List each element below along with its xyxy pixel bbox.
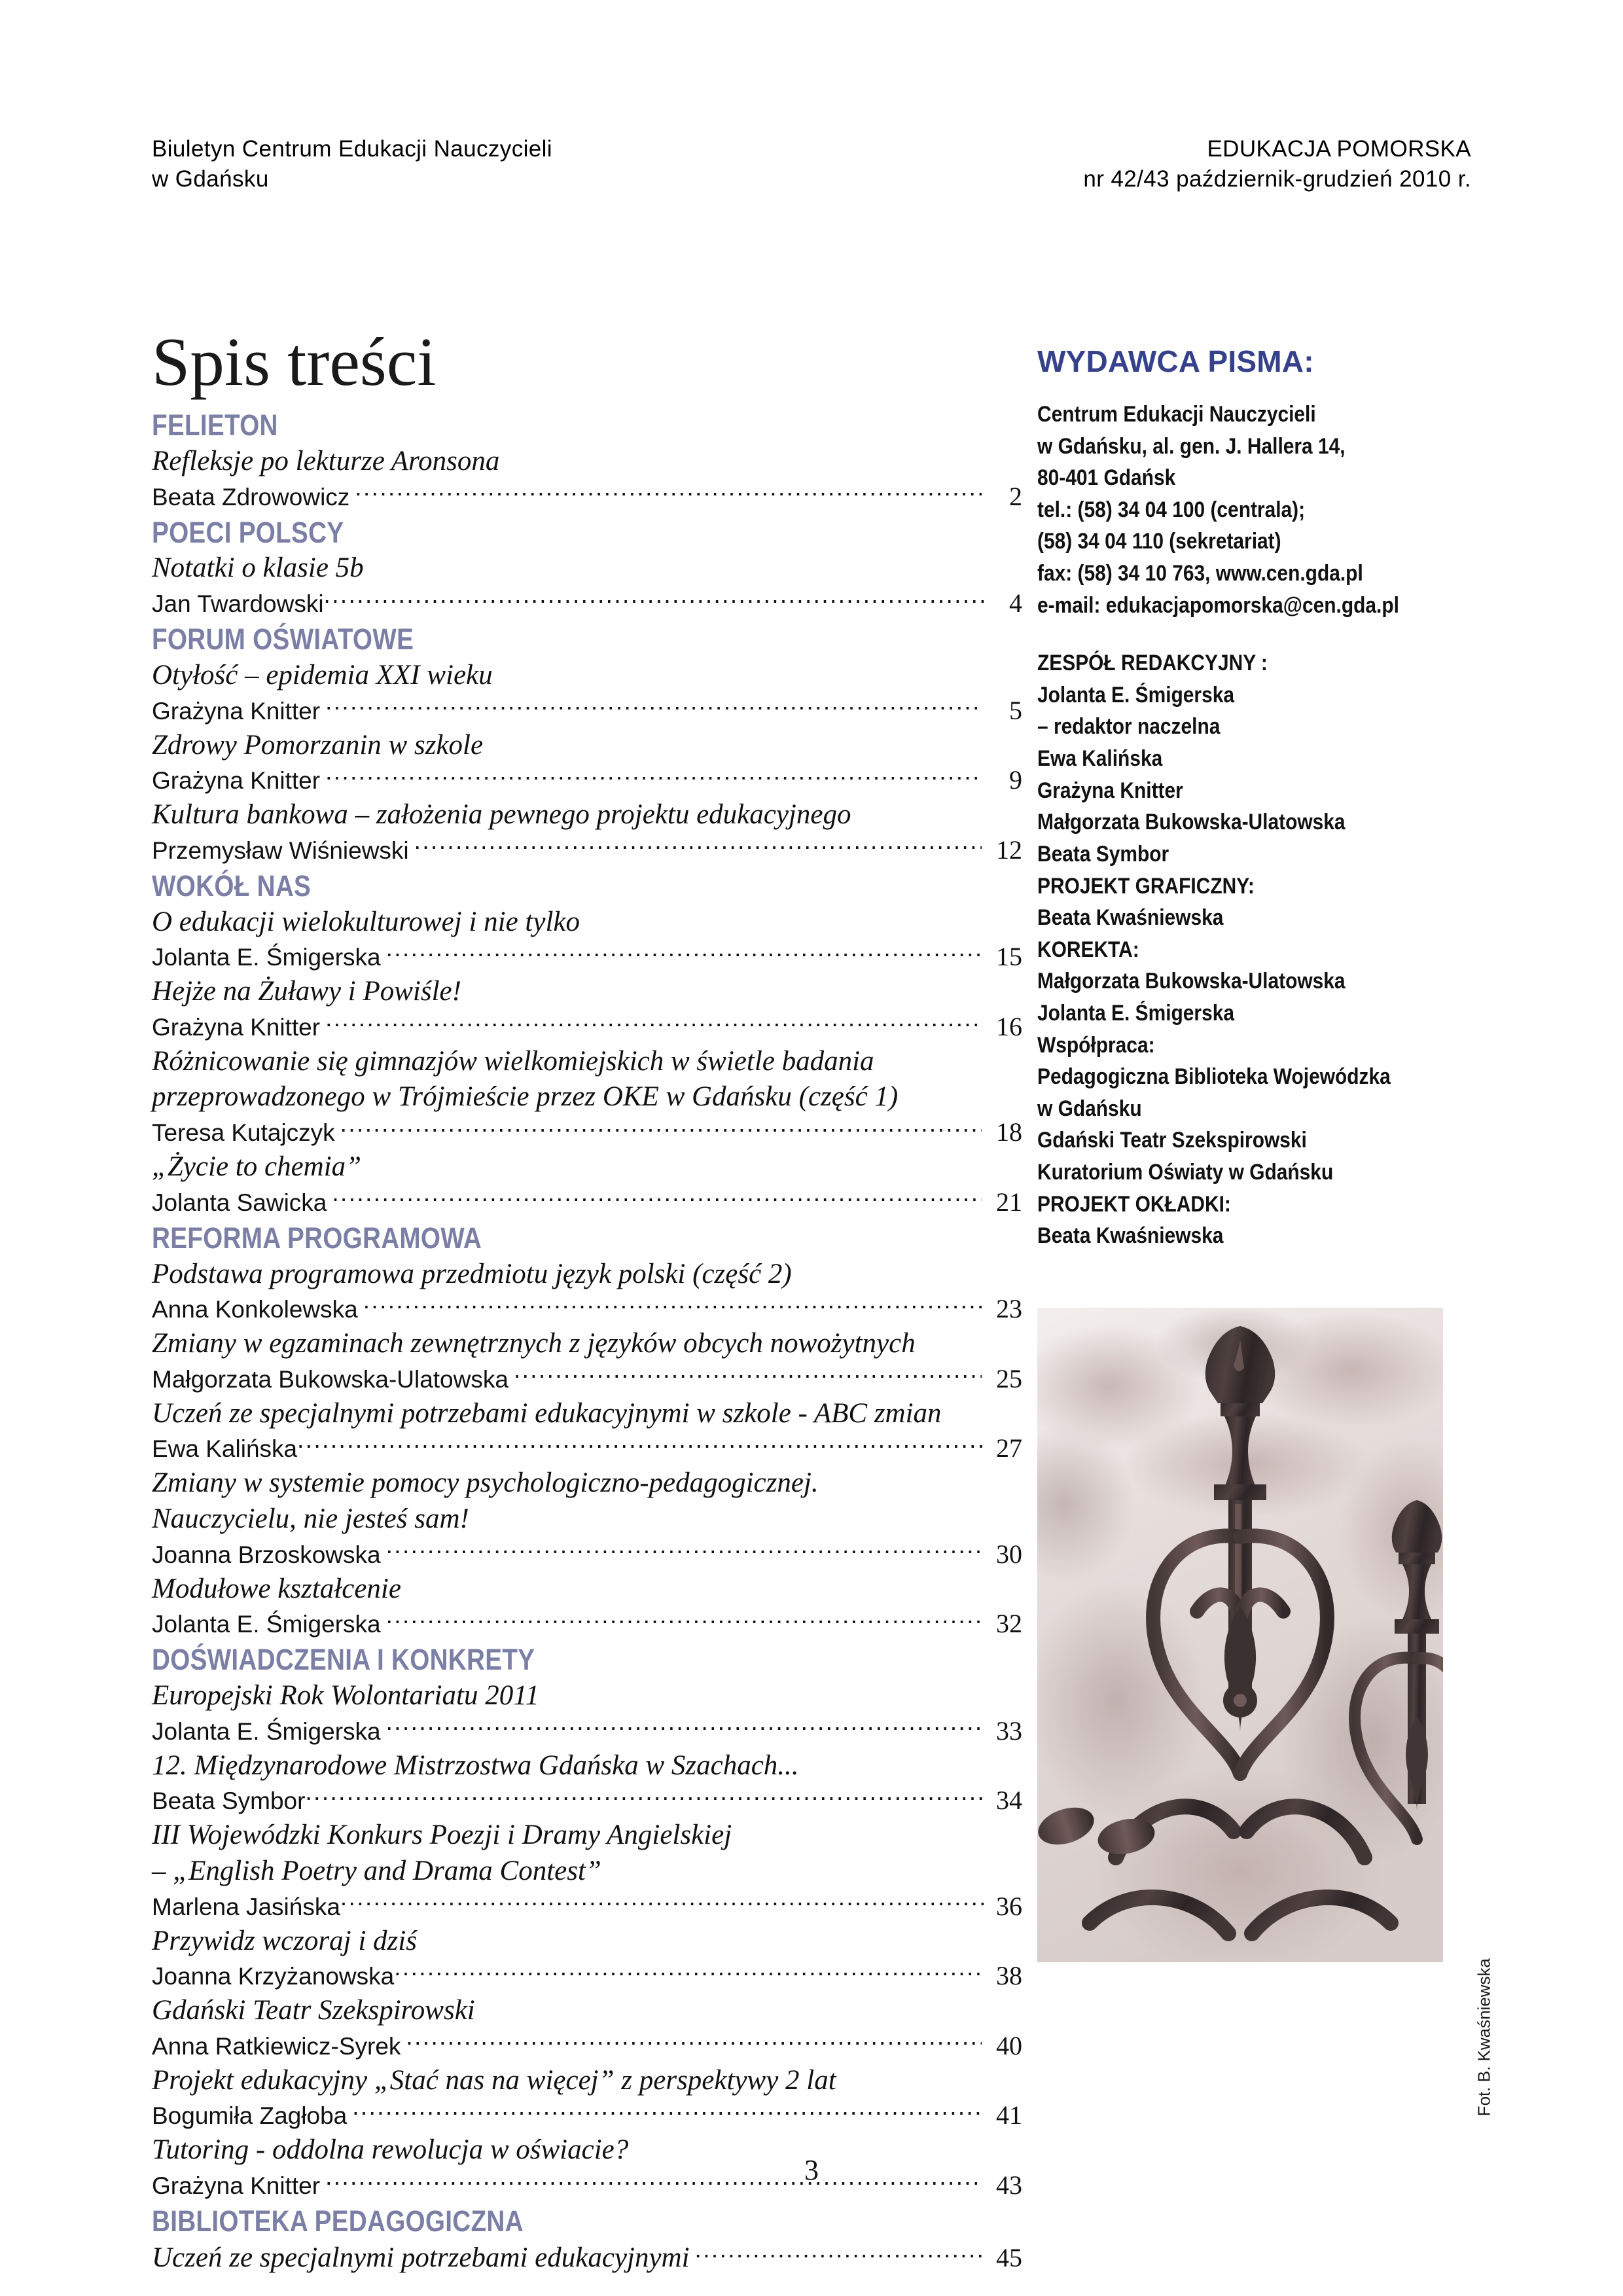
toc-entry-line: [152, 1115, 1022, 1149]
editorial-credits-block: [1037, 647, 1469, 1252]
masthead-info: [1037, 344, 1469, 1252]
toc-entry-title: Europejski Rok Wolontariatu 2011: [152, 1680, 540, 1712]
toc-entry-author: Anna Ratkiewicz-Syrek: [152, 2032, 401, 2060]
toc-entry[interactable]: [152, 1993, 1022, 2063]
toc-entry-author: Jan Twardowski: [152, 590, 324, 617]
dot-leader: [363, 1293, 982, 1318]
dot-leader: [324, 588, 984, 612]
toc-entry-line: [152, 1714, 1022, 1748]
publisher-address-line: (58) 34 04 110 (sekretariat): [1037, 529, 1281, 554]
toc-entry-page-number: 30: [996, 1539, 1022, 1569]
editorial-credit-line: Beata Kwaśniewska: [1037, 905, 1224, 931]
toc-entry-line: [152, 2240, 1022, 2276]
toc-entry-line: [152, 763, 1022, 797]
editorial-credit-line: – redaktor naczelna: [1037, 714, 1221, 740]
toc-entry-title-line2: przeprowadzonego w Trójmieście przez OKE w Gdańsku (część 1): [152, 1081, 899, 1113]
toc-entry[interactable]: [152, 797, 1022, 867]
toc-entry-author: Jolanta Sawicka: [152, 1189, 327, 1216]
toc-entry-line: [152, 1362, 1022, 1396]
editorial-credit-line: Ewa Kalińska: [1037, 746, 1163, 772]
editorial-credit-line: PROJEKT GRAFICZNY:: [1037, 873, 1255, 899]
editorial-credit-line: KOREKTA:: [1037, 937, 1139, 962]
page-number: 3: [804, 2154, 819, 2186]
toc-entry-title: III Wojewódzki Konkurs Poezji i Dramy Angielskiej: [152, 1820, 732, 1851]
info-spacer: [1037, 621, 1469, 647]
toc-entry-page-number: 34: [996, 1785, 1022, 1816]
running-head-right: [1083, 134, 1471, 194]
dot-leader: [386, 941, 982, 965]
publisher-address-line: Centrum Edukacji Nauczycieli: [1037, 402, 1316, 427]
toc-entry-author: Jolanta E. Śmigerska: [152, 944, 381, 971]
toc-entry-title: Zmiany w systemie pomocy psychologiczno-pedagogicznej.: [152, 1467, 819, 1499]
toc-entry-page-number: 41: [996, 2100, 1022, 2130]
toc-entry-title: „Życie to chemia”: [152, 1151, 362, 1183]
toc-section-list: [152, 408, 1022, 2276]
toc-entry-page-number: 27: [996, 1433, 1022, 1463]
toc-entry-page-number: 16: [996, 1011, 1022, 1041]
dot-leader: [386, 1539, 982, 1563]
editorial-credit-line: Małgorzata Bukowska-Ulatowska: [1037, 810, 1346, 835]
toc-entry-page-number: 45: [996, 2242, 1022, 2272]
toc-section-heading: DOŚWIADCZENIA I KONKRETY: [152, 1643, 535, 1677]
toc-entry-author: Beata Symbor: [152, 1787, 306, 1815]
toc-entry-line: [152, 833, 1022, 867]
dot-leader: [325, 1011, 982, 1035]
toc-entry-page-number: 43: [996, 2170, 1022, 2200]
toc-entry-line: [152, 940, 1022, 974]
toc-entry-author: Grażyna Knitter: [152, 697, 321, 725]
toc-entry-title: Podstawa programowa przedmiotu język polski (część 2): [152, 1258, 792, 1289]
dot-leader: [514, 1363, 982, 1388]
toc-entry-title: Kultura bankowa – założenia pewnego projektu edukacyjnego: [152, 799, 851, 831]
toc-entry[interactable]: [152, 905, 1022, 975]
toc-entry-author: Przemysław Wiśniewski: [152, 836, 409, 864]
wrought-iron-gate-photo: [1037, 1308, 1443, 1962]
toc-entry-line: [152, 1607, 1022, 1641]
publisher-address-line: fax: (58) 34 10 763, www.cen.gda.pl: [1037, 561, 1363, 586]
publisher-address-line: tel.: (58) 34 04 100 (centrala);: [1037, 497, 1306, 522]
toc-entry-title: Modułowe kształcenie: [152, 1573, 401, 1604]
toc-entry-page-number: 9: [1009, 765, 1022, 795]
toc-entry[interactable]: [152, 444, 1022, 514]
toc-section-heading: WOKÓŁ NAS: [152, 869, 312, 903]
dot-leader: [297, 1433, 984, 1457]
toc-entry-page-number: 25: [996, 1363, 1022, 1393]
toc-entry-author: Uczeń ze specjalnymi potrzebami edukacyjnymi: [152, 2242, 690, 2273]
toc-entry-page-number: 4: [1009, 588, 1022, 618]
running-head-left-line2: w Gdańsku: [152, 166, 269, 192]
toc-entry-page-number: 12: [996, 834, 1022, 865]
toc-entry-line: [152, 1185, 1022, 1219]
toc-entry-author: Marlena Jasińska: [152, 1893, 340, 1920]
dot-leader: [355, 481, 982, 505]
toc-section-heading: FELIETON: [152, 408, 278, 442]
toc-entry-title: Projekt edukacyjny „Stać nas na więcej” z perspektywy 2 lat: [152, 2064, 836, 2096]
toc-entry-line: [152, 480, 1022, 514]
toc-entry-line: [152, 2098, 1022, 2132]
toc-entry-line: [152, 694, 1022, 728]
toc-entry[interactable]: [152, 658, 1022, 728]
toc-entry-line: [152, 1431, 1022, 1465]
toc-entry-page-number: 23: [996, 1294, 1022, 1324]
toc-entry[interactable]: [152, 1044, 1022, 1149]
dot-leader: [386, 1608, 982, 1632]
toc-entry-line: [152, 586, 1022, 620]
dot-leader: [695, 2242, 982, 2267]
toc-entry-page-number: 33: [996, 1715, 1022, 1746]
toc-entry[interactable]: [152, 1924, 1022, 1994]
toc-entry[interactable]: [152, 2063, 1022, 2133]
publisher-heading: WYDAWCA PISMA:: [1037, 344, 1314, 378]
toc-entry-page-number: 32: [996, 1609, 1022, 1639]
toc-entry[interactable]: [152, 728, 1022, 798]
toc-entry-author: Ewa Kalińska: [152, 1435, 298, 1463]
toc-entry[interactable]: [152, 1149, 1022, 1219]
publisher-address-line: w Gdańsku, al. gen. J. Hallera 14,: [1037, 433, 1346, 459]
toc-entry[interactable]: [152, 1571, 1022, 1641]
editorial-credit-line: Beata Symbor: [1037, 841, 1169, 867]
toc-entry-page-number: 40: [996, 2030, 1022, 2060]
running-head-left-line1: Biuletyn Centrum Edukacji Nauczycieli: [152, 136, 552, 162]
toc-entry-author: Grażyna Knitter: [152, 767, 321, 795]
toc-entry-title: Otyłość – epidemia XXI wieku: [152, 659, 493, 691]
running-head-right-line2: nr 42/43 październik-grudzień 2010 r.: [1083, 166, 1471, 192]
toc-entry-title: Zmiany w egzaminach zewnętrznych z języków obcych nowożytnych: [152, 1328, 916, 1359]
toc-entry-author: Grażyna Knitter: [152, 2172, 321, 2199]
photo-credit: Fot. B. Kwaśniewska: [1474, 1958, 1493, 2117]
toc-entry-title: Notatki o klasie 5b: [152, 552, 364, 584]
toc-section-heading: BIBLIOTEKA PEDAGOGICZNA: [152, 2204, 524, 2238]
toc-entry-page-number: 2: [1009, 481, 1022, 511]
toc-entry-title-line2: – „English Poetry and Drama Contest”: [152, 1855, 601, 1886]
toc-entry-line: [152, 1890, 1022, 1924]
table-of-contents: [152, 323, 1022, 2276]
dot-leader: [414, 834, 982, 859]
toc-entry-page-number: 5: [1009, 695, 1022, 725]
toc-entry[interactable]: [152, 1818, 1022, 1923]
toc-entry-page-number: 36: [996, 1891, 1022, 1921]
dot-leader: [406, 2030, 982, 2054]
toc-entry-title: 12. Międzynarodowe Mistrzostwa Gdańska w Szachach...: [152, 1749, 799, 1781]
toc-entry-author: Jolanta E. Śmigerska: [152, 1611, 381, 1638]
running-head: [152, 134, 1471, 194]
editorial-credit-line: Jolanta E. Śmigerska: [1037, 682, 1235, 708]
toc-entry-title: Gdański Teatr Szekspirowski: [152, 1995, 475, 2026]
toc-entry[interactable]: [152, 550, 1022, 620]
editorial-credit-line: Pedagogiczna Biblioteka Wojewódzka: [1037, 1064, 1391, 1090]
toc-entry[interactable]: [152, 1748, 1022, 1818]
toc-entry-title: Zdrowy Pomorzanin w szkole: [152, 729, 484, 761]
editorial-credit-line: Kuratorium Oświaty w Gdańsku: [1037, 1160, 1334, 1185]
toc-entry-title: O edukacji wielokulturowej i nie tylko: [152, 906, 580, 937]
toc-entry-title: Uczeń ze specjalnymi potrzebami edukacyjnymi w szkole - ABC zmian: [152, 1397, 942, 1429]
toc-entry-title: Przywidz wczoraj i dziś: [152, 1925, 417, 1956]
toc-entry-title: Różnicowanie się gimnazjów wielkomiejskich w świetle badania: [152, 1045, 874, 1077]
toc-entry-line: [152, 1537, 1022, 1571]
toc-entry-line: [152, 1784, 1022, 1818]
toc-entry-author: Joanna Brzoskowska: [152, 1541, 381, 1568]
toc-entry-title: Hejże na Żuławy i Powiśle!: [152, 976, 461, 1007]
dot-leader: [386, 1715, 982, 1740]
dot-leader: [332, 1187, 982, 1211]
toc-entry-author: Jolanta E. Śmigerska: [152, 1717, 381, 1745]
toc-entry-title: Tutoring - oddolna rewolucja w oświacie?: [152, 2134, 629, 2166]
toc-entry-author: Beata Zdrowowicz: [152, 483, 350, 511]
toc-entry-page-number: 18: [996, 1117, 1022, 1147]
cover-photo-figure: [1037, 1308, 1493, 2117]
toc-entry-author: Bogumiła Zagłoba: [152, 2102, 348, 2130]
dot-leader: [325, 695, 982, 719]
dot-leader: [340, 1117, 982, 1141]
toc-entry[interactable]: [152, 2240, 1022, 2276]
toc-entry-page-number: 21: [996, 1187, 1022, 1217]
toc-entry[interactable]: [152, 1465, 1022, 1571]
page-title: Spis treści: [152, 323, 437, 400]
toc-entry[interactable]: [152, 974, 1022, 1044]
toc-entry-author: Teresa Kutajczyk: [152, 1119, 335, 1147]
dot-leader: [352, 2100, 982, 2124]
dot-leader: [340, 1891, 984, 1915]
editorial-credit-line: Beata Kwaśniewska: [1037, 1223, 1224, 1249]
toc-section-heading: REFORMA PROGRAMOWA: [152, 1221, 482, 1255]
toc-entry-author: Anna Konkolewska: [152, 1296, 358, 1323]
toc-entry-title-line2: Nauczycielu, nie jesteś sam!: [152, 1503, 469, 1534]
toc-entry-author: Joanna Krzyżanowska: [152, 1963, 395, 1990]
editorial-credit-line: Gdański Teatr Szekspirowski: [1037, 1128, 1307, 1153]
editorial-credit-line: Współpraca:: [1037, 1032, 1155, 1058]
editorial-credit-line: Małgorzata Bukowska-Ulatowska: [1037, 969, 1346, 994]
publisher-address-line: e-mail: edukacjapomorska@cen.gda.pl: [1037, 592, 1399, 618]
editorial-credit-line: Jolanta E. Śmigerska: [1037, 1000, 1235, 1026]
toc-entry[interactable]: [152, 1396, 1022, 1466]
toc-section-heading: POECI POLSCY: [152, 515, 344, 549]
toc-entry[interactable]: [152, 1678, 1022, 1748]
dot-leader: [325, 764, 982, 789]
toc-entry[interactable]: [152, 1326, 1022, 1396]
dot-leader: [394, 1960, 984, 1984]
toc-entry-page-number: 38: [996, 1961, 1022, 1991]
toc-entry-line: [152, 1292, 1022, 1326]
toc-entry-line: [152, 1959, 1022, 1993]
toc-entry-line: [152, 2029, 1022, 2063]
toc-section-heading: FORUM OŚWIATOWE: [152, 622, 414, 656]
dot-leader: [305, 1785, 984, 1809]
toc-entry-title: Refleksje po lekturze Aronsona: [152, 445, 500, 476]
toc-entry-page-number: 15: [996, 942, 1022, 972]
editorial-credit-line: ZESPÓŁ REDAKCYJNY :: [1037, 651, 1268, 676]
toc-entry[interactable]: [152, 1257, 1022, 1327]
toc-entry-line: [152, 1010, 1022, 1044]
toc-entry-author: Grażyna Knitter: [152, 1013, 321, 1041]
editorial-credit-line: Grażyna Knitter: [1037, 778, 1183, 803]
toc-entry-author: Małgorzata Bukowska-Ulatowska: [152, 1365, 508, 1393]
running-head-left: [152, 134, 552, 194]
publisher-address-line: 80-401 Gdańsk: [1037, 465, 1176, 491]
running-head-right-line1: EDUKACJA POMORSKA: [1207, 136, 1471, 162]
editorial-credit-line: w Gdańsku: [1037, 1096, 1142, 1121]
editorial-credit-line: PROJEKT OKŁADKI:: [1037, 1191, 1231, 1217]
publisher-address-block: [1037, 399, 1469, 621]
